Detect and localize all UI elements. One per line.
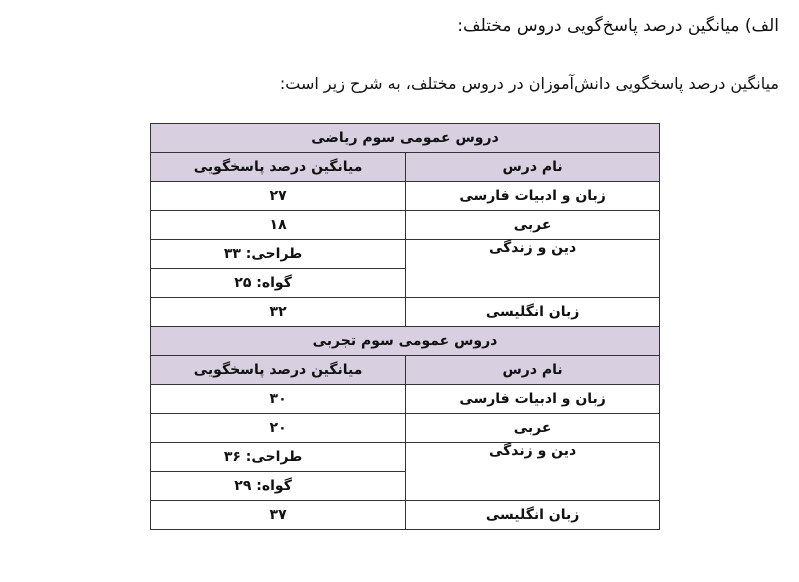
control-value: گواه: ۲۵ [234, 275, 292, 291]
scores-table [150, 123, 660, 530]
design-value: طراحی: ۳۶ [223, 449, 303, 465]
table-row [151, 211, 660, 240]
column-header-average: میانگین درصد پاسخگویی [151, 153, 406, 182]
table-row [151, 182, 660, 211]
subject-name: عربی [406, 414, 660, 443]
average-value: ۲۷ [151, 182, 406, 211]
average-value-control [151, 472, 406, 501]
column-header-average: میانگین درصد پاسخگویی [151, 356, 406, 385]
table-row [151, 501, 660, 530]
average-value-design [151, 443, 406, 472]
control-value: گواه: ۲۹ [234, 478, 292, 494]
subject-name: زبان انگلیسی [406, 501, 660, 530]
column-header-subject: نام درس [406, 356, 660, 385]
column-header-row [151, 356, 660, 385]
table-row [151, 443, 660, 472]
column-header-subject: نام درس [406, 153, 660, 182]
average-value: ۳۲ [151, 298, 406, 327]
average-value: ۱۸ [151, 211, 406, 240]
average-value: ۳۰ [151, 385, 406, 414]
table-row [151, 385, 660, 414]
subject-name: زبان انگلیسی [406, 298, 660, 327]
subject-name: زبان و ادبیات فارسی [406, 182, 660, 211]
column-header-row [151, 153, 660, 182]
average-value-design [151, 240, 406, 269]
section-title: دروس عمومی سوم ریاضی [151, 124, 660, 153]
table-row [151, 240, 660, 269]
subject-name: دین و زندگی [406, 443, 660, 501]
intro-paragraph: میانگین درصد پاسخگویی دانش‌آموزان در دروس مختلف، به شرح زیر است: [279, 74, 779, 93]
average-value-control [151, 269, 406, 298]
table-row [151, 298, 660, 327]
subject-name: عربی [406, 211, 660, 240]
section-heading: الف) میانگین درصد پاسخ‌گویی دروس مختلف: [457, 16, 779, 36]
average-value: ۲۰ [151, 414, 406, 443]
subject-name: زبان و ادبیات فارسی [406, 385, 660, 414]
average-value: ۳۷ [151, 501, 406, 530]
design-value: طراحی: ۳۳ [223, 246, 303, 262]
section-title-row [151, 327, 660, 356]
section-title: دروس عمومی سوم تجربی [151, 327, 660, 356]
section-title-row [151, 124, 660, 153]
subject-name: دین و زندگی [406, 240, 660, 298]
table-row [151, 414, 660, 443]
